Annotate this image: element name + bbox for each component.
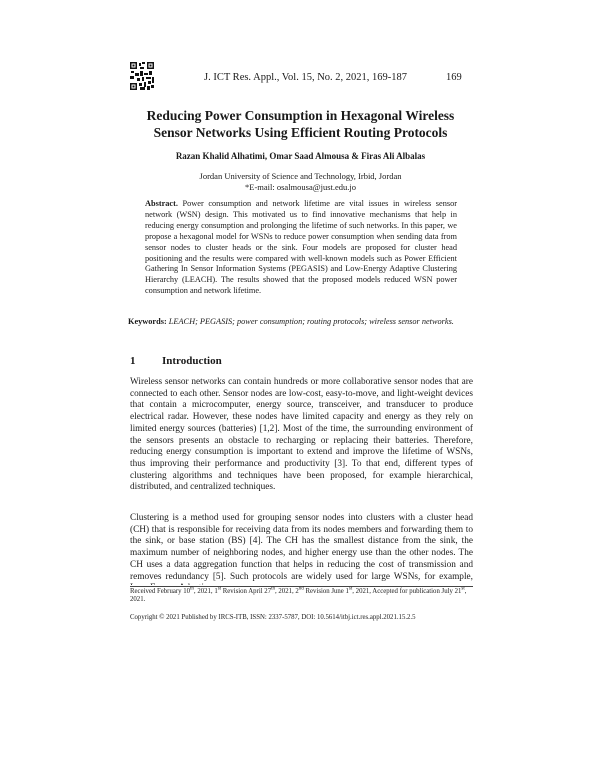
copyright-notice: Copyright © 2021 Published by IRCS-ITB, ISSN: 2337-5787, DOI: 10.5614/itbj.ict.res.appl.2021.15.2.5 bbox=[130, 614, 416, 621]
paper-title bbox=[128, 107, 473, 141]
section-heading bbox=[130, 355, 222, 367]
affiliation bbox=[128, 171, 473, 193]
title-line-1: Reducing Power Consumption in Hexagonal Wireless bbox=[146, 108, 455, 123]
section-title: Introduction bbox=[162, 355, 222, 367]
author-list: Razan Khalid Alhatimi, Omar Saad Almousa & Firas Ali Albalas bbox=[175, 151, 426, 161]
abstract-label: Abstract. bbox=[145, 199, 178, 208]
keywords bbox=[128, 317, 460, 328]
institution: Jordan University of Science and Technology, Irbid, Jordan bbox=[199, 171, 402, 181]
keywords-text: LEACH; PEGASIS; power consumption; routing protocols; wireless sensor networks. bbox=[168, 317, 454, 326]
keywords-label: Keywords: bbox=[128, 317, 167, 326]
abstract-text: Power consumption and network lifetime are vital issues in wireless sensor network (WSN) design. This motivated us to find innovative mechanisms that help in reducing energy consumption and prolonging the lifetime of such networks. In this paper, we propose a hexagonal model for WSNs to reduce power consumption when sending data from sensor nodes to cluster heads or the sink. Four models are proposed for cluster head positioning and the results were compared with well-known models such as Power Efficient Gathering In Sensor Information Systems (PEGASIS) and Low-Energy Adaptive Clustering Hierarchy (LEACH). The results showed that the proposed models reduced WSN power consumption and network lifetime. bbox=[145, 199, 457, 296]
footnote-dates: Received February 10th, 2021, 1st Revision April 27th, 2021, 2nd Revision June 1st, 2021, Accepted for publication July 21st, 2021. bbox=[130, 586, 467, 604]
paragraph-2: Clustering is a method used for grouping sensor nodes into clusters with a cluster head (CH) that is responsible for receiving data from its nodes members and forwarding them to the sink, or base station (BS) [4]. The CH has the smallest distance from the sink, the maximum number of neighboring nodes, and higher energy use than the other nodes. The CH uses a data aggregation function that helps in reducing the cost of transmission and removes redundancy [5]. Such protocols are widely used for large WSNs, for example, bbox=[130, 513, 473, 582]
section-number: 1 bbox=[130, 355, 136, 367]
running-header: J. ICT Res. Appl., Vol. 15, No. 2, 2021, 169-187 bbox=[204, 72, 408, 83]
qr-code-icon bbox=[129, 61, 155, 91]
title-line-2: Sensor Networks Using Efficient Routing Protocols bbox=[153, 125, 448, 140]
contact-email: *E-mail: osalmousa@just.edu.jo bbox=[245, 182, 356, 192]
abstract bbox=[145, 199, 457, 297]
paragraph-1: Wireless sensor networks can contain hundreds or more collaborative sensor nodes that are connected to each other. Sensor nodes are low-cost, easy-to-move, and light-weight devices that contain a microcomputer, energy source, transceiver, and transducer to produce electrical radar. However, these nodes have limited capacity and energy as they rely on limited energy sources (batteries) [1,2]. Most of the time, the surrounding environment of the sensors presents an obstacle to recharging or replacing their batteries. Therefore, reducing energy consumption is important to extend and improve the lifetime of WSNs, thus improving their performance and productivity [3]. To that end, different types of clustering algorithms and techniques have been proposed, for example hierarchical, distributed, and centralized techniques. bbox=[130, 377, 473, 493]
page-number: 169 bbox=[446, 72, 462, 83]
